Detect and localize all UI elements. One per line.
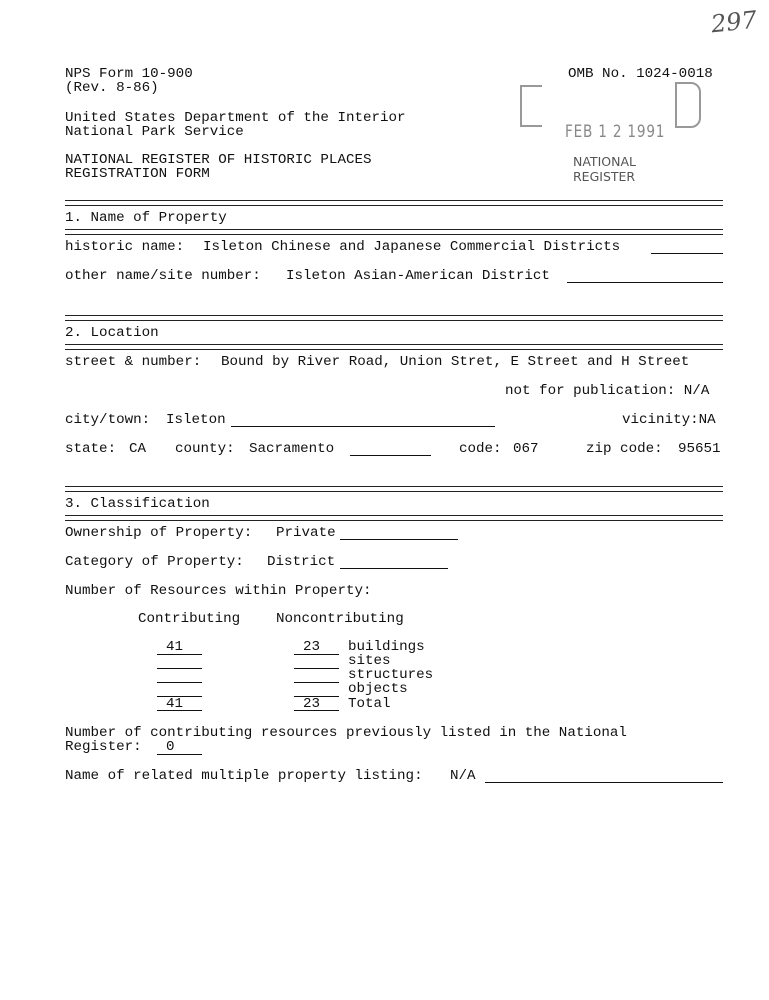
contributing-structures-field[interactable] xyxy=(157,682,202,683)
col-contributing: Contributing xyxy=(138,611,241,627)
field-underline xyxy=(567,282,723,283)
row-label: buildings xyxy=(348,639,425,655)
form-number: NPS Form 10-900 xyxy=(65,66,193,82)
not-for-publication: not for publication: N/A xyxy=(505,383,710,399)
multiple-property-label: Name of related multiple property listing: xyxy=(65,768,423,784)
street-field[interactable]: Bound by River Road, Union Stret, E Street and H Street xyxy=(221,354,690,370)
omb-number: OMB No. 1024-0018 xyxy=(568,66,713,82)
row-label: structures xyxy=(348,667,434,683)
field-underline xyxy=(350,455,431,456)
section-2-title: 2. Location xyxy=(65,325,159,341)
previously-listed-label: Number of contributing resources previously listed in the National xyxy=(65,725,627,741)
state-label: state: xyxy=(65,441,117,457)
code-field[interactable]: 067 xyxy=(513,441,539,457)
zip-label: zip code: xyxy=(586,441,663,457)
city-label: city/town: xyxy=(65,412,151,428)
row-label: objects xyxy=(348,681,408,697)
separator xyxy=(65,515,723,521)
historic-name-field[interactable]: Isleton Chinese and Japanese Commercial Districts xyxy=(203,239,621,255)
multiple-property-field[interactable]: N/A xyxy=(450,768,476,784)
field-underline xyxy=(157,754,202,755)
noncontributing-sites-field[interactable] xyxy=(294,668,339,669)
vicinity: vicinity:NA xyxy=(622,412,716,428)
agency: National Park Service xyxy=(65,124,244,140)
row-label: sites xyxy=(348,653,391,669)
street-label: street & number: xyxy=(65,354,202,370)
contributing-sites-field[interactable] xyxy=(157,668,202,669)
section-3-title: 3. Classification xyxy=(65,496,210,512)
category-label: Category of Property: xyxy=(65,554,244,570)
received-stamp xyxy=(515,80,705,190)
separator xyxy=(65,315,723,321)
row-label: Total xyxy=(348,696,391,712)
separator xyxy=(65,200,723,206)
noncontributing-total[interactable]: 23 xyxy=(303,696,321,712)
county-field[interactable]: Sacramento xyxy=(249,441,335,457)
field-underline xyxy=(340,539,458,540)
stamp-national-register: NATIONAL REGISTER xyxy=(573,154,636,184)
city-field[interactable]: Isleton xyxy=(166,412,226,428)
separator xyxy=(65,486,723,492)
category-field[interactable]: District xyxy=(267,554,336,570)
contributing-total[interactable]: 41 xyxy=(166,696,184,712)
department: United States Department of the Interior xyxy=(65,110,406,126)
historic-name-label: historic name: xyxy=(65,239,185,255)
previously-listed-field[interactable]: 0 xyxy=(166,739,175,755)
separator xyxy=(65,344,723,350)
form-revision: (Rev. 8-86) xyxy=(65,80,159,96)
form-type: REGISTRATION FORM xyxy=(65,166,210,182)
ownership-label: Ownership of Property: xyxy=(65,525,253,541)
zip-field[interactable]: 95651 xyxy=(678,441,721,457)
col-noncontributing: Noncontributing xyxy=(276,611,404,627)
stamp-date: FEB 1 2 1991 xyxy=(565,122,666,142)
field-underline xyxy=(340,568,448,569)
previously-listed-label-2: Register: xyxy=(65,739,142,755)
county-label: county: xyxy=(175,441,235,457)
state-field[interactable]: CA xyxy=(129,441,147,457)
register-title: NATIONAL REGISTER OF HISTORIC PLACES xyxy=(65,152,372,168)
field-underline xyxy=(651,253,723,254)
other-name-label: other name/site number: xyxy=(65,268,261,284)
other-name-field[interactable]: Isleton Asian-American District xyxy=(286,268,550,284)
page-number-handwritten: 297 xyxy=(709,5,759,39)
section-1-title: 1. Name of Property xyxy=(65,210,227,226)
noncontributing-buildings[interactable]: 23 xyxy=(303,639,321,655)
resources-label: Number of Resources within Property: xyxy=(65,583,372,599)
noncontributing-structures-field[interactable] xyxy=(294,682,339,683)
field-underline xyxy=(231,426,495,427)
contributing-buildings[interactable]: 41 xyxy=(166,639,184,655)
code-label: code: xyxy=(459,441,502,457)
ownership-field[interactable]: Private xyxy=(276,525,336,541)
field-underline xyxy=(485,782,723,783)
separator xyxy=(65,229,723,235)
